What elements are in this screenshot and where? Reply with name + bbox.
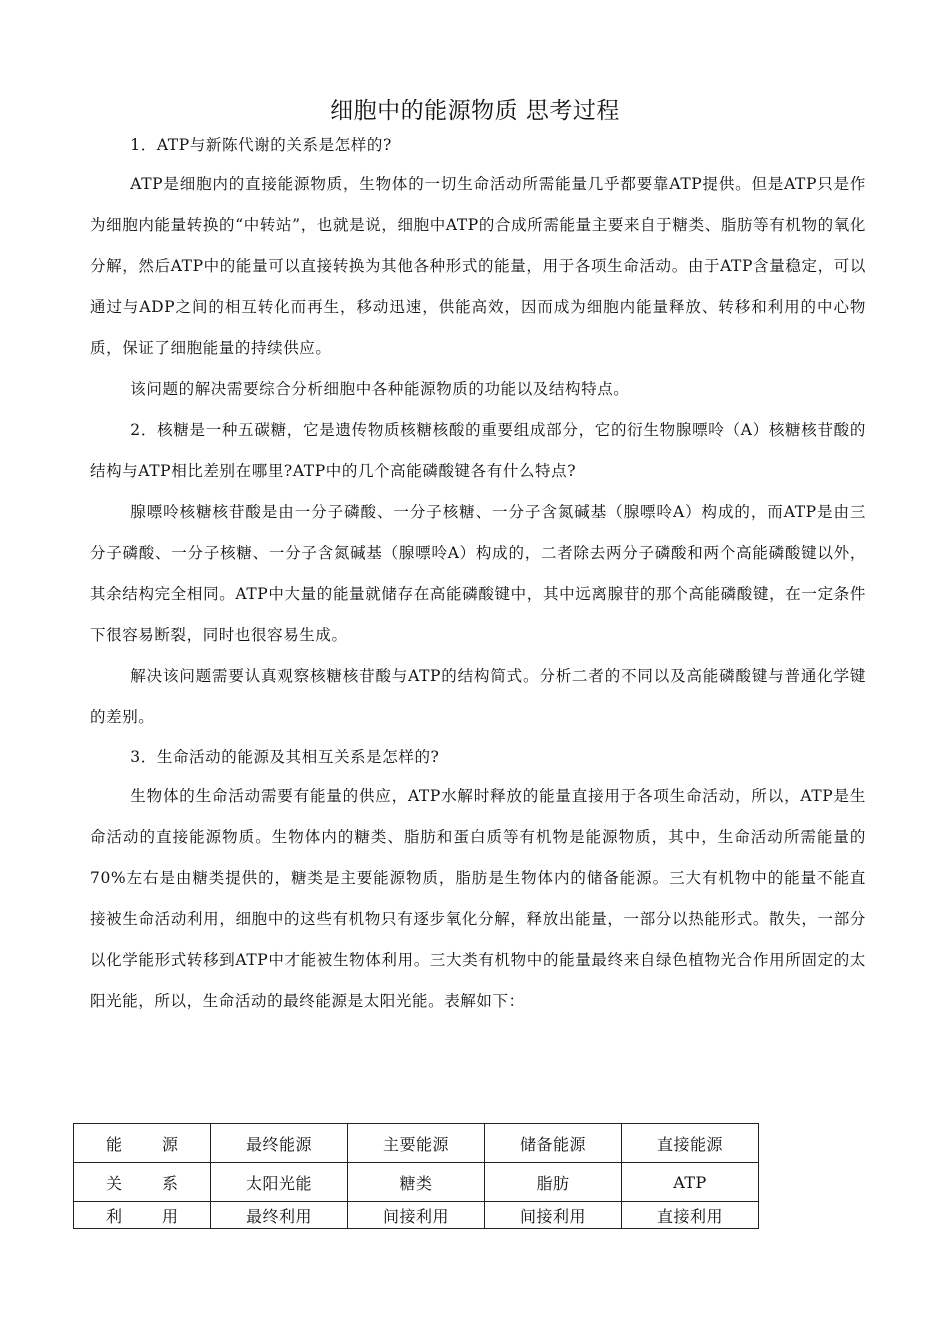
table-cell: 间接利用 — [348, 1202, 485, 1229]
question-1: 1．ATP与新陈代谢的关系是怎样的? — [130, 136, 392, 154]
question-3: 3．生命活动的能源及其相互关系是怎样的? — [130, 748, 440, 766]
table-cell: 储备能源 — [485, 1124, 622, 1163]
table-cell: 间接利用 — [485, 1202, 622, 1229]
row-header-relation: 关 系 — [74, 1163, 211, 1202]
note-2-paragraph: 解决该问题需要认真观察核糖核苷酸与ATP的结构简式。分析二者的不同以及高能磷酸键与普通化学键的差别。 — [90, 667, 866, 726]
row-header-energy: 能 源 — [74, 1124, 211, 1163]
document-title: 细胞中的能源物质 思考过程 — [330, 98, 620, 124]
answer-1-paragraph: ATP是细胞内的直接能源物质，生物体的一切生命活动所需能量几乎都要靠ATP提供。但是ATP只是作为细胞内能量转换的“中转站”，也就是说，细胞中ATP的合成所需能量主要来自于糖类、脂肪等有机物的氧化分解，然后ATP中的能量可以直接转换为其他各种形式的能量，用于各项生命活动。由于ATP含量稳定，可以通过与ADP之间的相互转化而再生，移动迅速，供能高效，因而成为细胞内能量释放、转移和利用的中心物质，保证了细胞能量的持续供应。 — [90, 175, 866, 357]
table-cell: 糖类 — [348, 1163, 485, 1202]
table-row — [74, 1163, 759, 1202]
energy-table — [73, 1123, 759, 1229]
row-header-usage: 利 用 — [74, 1202, 211, 1229]
table-cell: 直接能源 — [622, 1124, 759, 1163]
table-cell: 脂肪 — [485, 1163, 622, 1202]
answer-2-paragraph: 腺嘌呤核糖核苷酸是由一分子磷酸、一分子核糖、一分子含氮碱基（腺嘌呤A）构成的，而ATP是由三分子磷酸、一分子核糖、一分子含氮碱基（腺嘌呤A）构成的，二者除去两分子磷酸和两个高能磷酸键以外，其余结构完全相同。ATP中大量的能量就储存在高能磷酸键中，其中远离腺苷的那个高能磷酸键，在一定条件下很容易断裂，同时也很容易生成。 — [90, 503, 866, 644]
table-cell: 直接利用 — [622, 1202, 759, 1229]
table-cell: 主要能源 — [348, 1124, 485, 1163]
answer-3-paragraph: 生物体的生命活动需要有能量的供应，ATP水解时释放的能量直接用于各项生命活动，所以，ATP是生命活动的直接能源物质。生物体内的糖类、脂肪和蛋白质等有机物是能源物质，其中，生命活动所需能量的70%左右是由糖类提供的，糖类是主要能源物质，脂肪是生物体内的储备能源。三大有机物中的能量不能直接被生命活动利用，细胞中的这些有机物只有逐步氧化分解，释放出能量，一部分以热能形式。散失，一部分以化学能形式转移到ATP中才能被生物体利用。三大类有机物中的能量最终来自绿色植物光合作用所固定的太阳光能，所以，生命活动的最终能源是太阳光能。表解如下： — [90, 787, 866, 1010]
table-cell: 太阳光能 — [211, 1163, 348, 1202]
energy-table-wrapper — [73, 1123, 759, 1229]
table-cell: 最终能源 — [211, 1124, 348, 1163]
table-row — [74, 1124, 759, 1163]
table-cell: 最终利用 — [211, 1202, 348, 1229]
document-body — [90, 126, 866, 1022]
question-2: 2．核糖是一种五碳糖，它是遗传物质核糖核酸的重要组成部分，它的衍生物腺嘌呤（A）核糖核苷酸的结构与ATP相比差别在哪里?ATP中的几个高能磷酸键各有什么特点? — [90, 421, 866, 480]
table-cell: ATP — [622, 1163, 759, 1202]
note-1-paragraph: 该问题的解决需要综合分析细胞中各种能源物质的功能以及结构特点。 — [130, 380, 630, 398]
table-row — [74, 1202, 759, 1229]
